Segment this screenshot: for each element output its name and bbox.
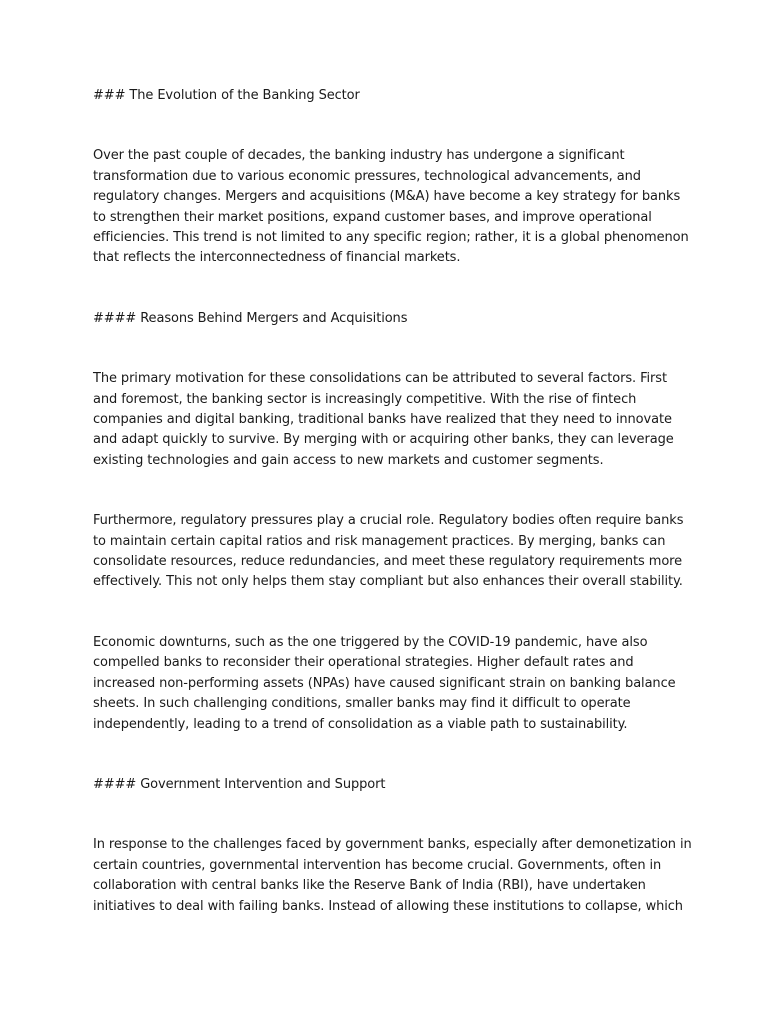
document-page bbox=[93, 86, 692, 917]
paragraph-line: companies and digital banking, traditional banks have realized that they need to innovate bbox=[93, 412, 672, 428]
paragraph-line: existing technologies and gain access to new markets and customer segments. bbox=[93, 452, 604, 468]
paragraph-line: to maintain certain capital ratios and risk management practices. By merging, banks can bbox=[93, 533, 666, 549]
paragraph-line: sheets. In such challenging conditions, smaller banks may find it difficult to operate bbox=[93, 696, 631, 712]
paragraph-line: transformation due to various economic pressures, technological advancements, and bbox=[93, 168, 641, 184]
paragraph-line: collaboration with central banks like the Reserve Bank of India (RBI), have undertaken bbox=[93, 878, 646, 894]
paragraph-line: Economic downturns, such as the one triggered by the COVID-19 pandemic, have also bbox=[93, 634, 648, 650]
paragraph-line: increased non-performing assets (NPAs) have caused significant strain on banking balance bbox=[93, 675, 676, 691]
paragraph-line: Furthermore, regulatory pressures play a crucial role. Regulatory bodies often require banks bbox=[93, 513, 684, 529]
paragraph-line: efficiencies. This trend is not limited to any specific region; rather, it is a global phenomenon bbox=[93, 230, 689, 246]
paragraph-motivation bbox=[93, 369, 683, 471]
paragraph-line: to strengthen their market positions, expand customer bases, and improve operational bbox=[93, 209, 652, 225]
paragraph-line: effectively. This not only helps them stay compliant but also enhances their overall stability. bbox=[93, 574, 683, 590]
paragraph-line: Over the past couple of decades, the banking industry has undergone a significant bbox=[93, 148, 625, 164]
paragraph-line: regulatory changes. Mergers and acquisitions (M&A) have become a key strategy for banks bbox=[93, 189, 681, 205]
section-heading-evolution: ### The Evolution of the Banking Sector bbox=[93, 88, 360, 103]
paragraph-intro bbox=[93, 146, 689, 268]
paragraph-line: consolidate resources, reduce redundancies, and meet these regulatory requirements more bbox=[93, 554, 683, 570]
paragraph-government bbox=[93, 835, 692, 917]
paragraph-line: compelled banks to reconsider their operational strategies. Higher default rates and bbox=[93, 655, 634, 671]
paragraph-line: certain countries, governmental intervention has become crucial. Governments, often in bbox=[93, 857, 662, 873]
section-heading-government: #### Government Intervention and Support bbox=[93, 776, 386, 792]
paragraph-economic bbox=[93, 633, 683, 735]
paragraph-line: and adapt quickly to survive. By merging with or acquiring other banks, they can leverage bbox=[93, 432, 674, 448]
paragraph-line: and foremost, the banking sector is increasingly competitive. With the rise of fintech bbox=[93, 391, 637, 407]
paragraph-regulatory bbox=[93, 511, 683, 593]
paragraph-line: initiatives to deal with failing banks. Instead of allowing these institutions to collapse, which bbox=[93, 898, 683, 914]
paragraph-line: that reflects the interconnectedness of financial markets. bbox=[93, 250, 461, 266]
section-heading-reasons: #### Reasons Behind Mergers and Acquisitions bbox=[93, 310, 408, 326]
paragraph-line: The primary motivation for these consolidations can be attributed to several factors. First bbox=[93, 371, 667, 387]
paragraph-line: independently, leading to a trend of consolidation as a viable path to sustainability. bbox=[93, 716, 628, 732]
paragraph-line: In response to the challenges faced by government banks, especially after demonetization in bbox=[93, 837, 692, 853]
